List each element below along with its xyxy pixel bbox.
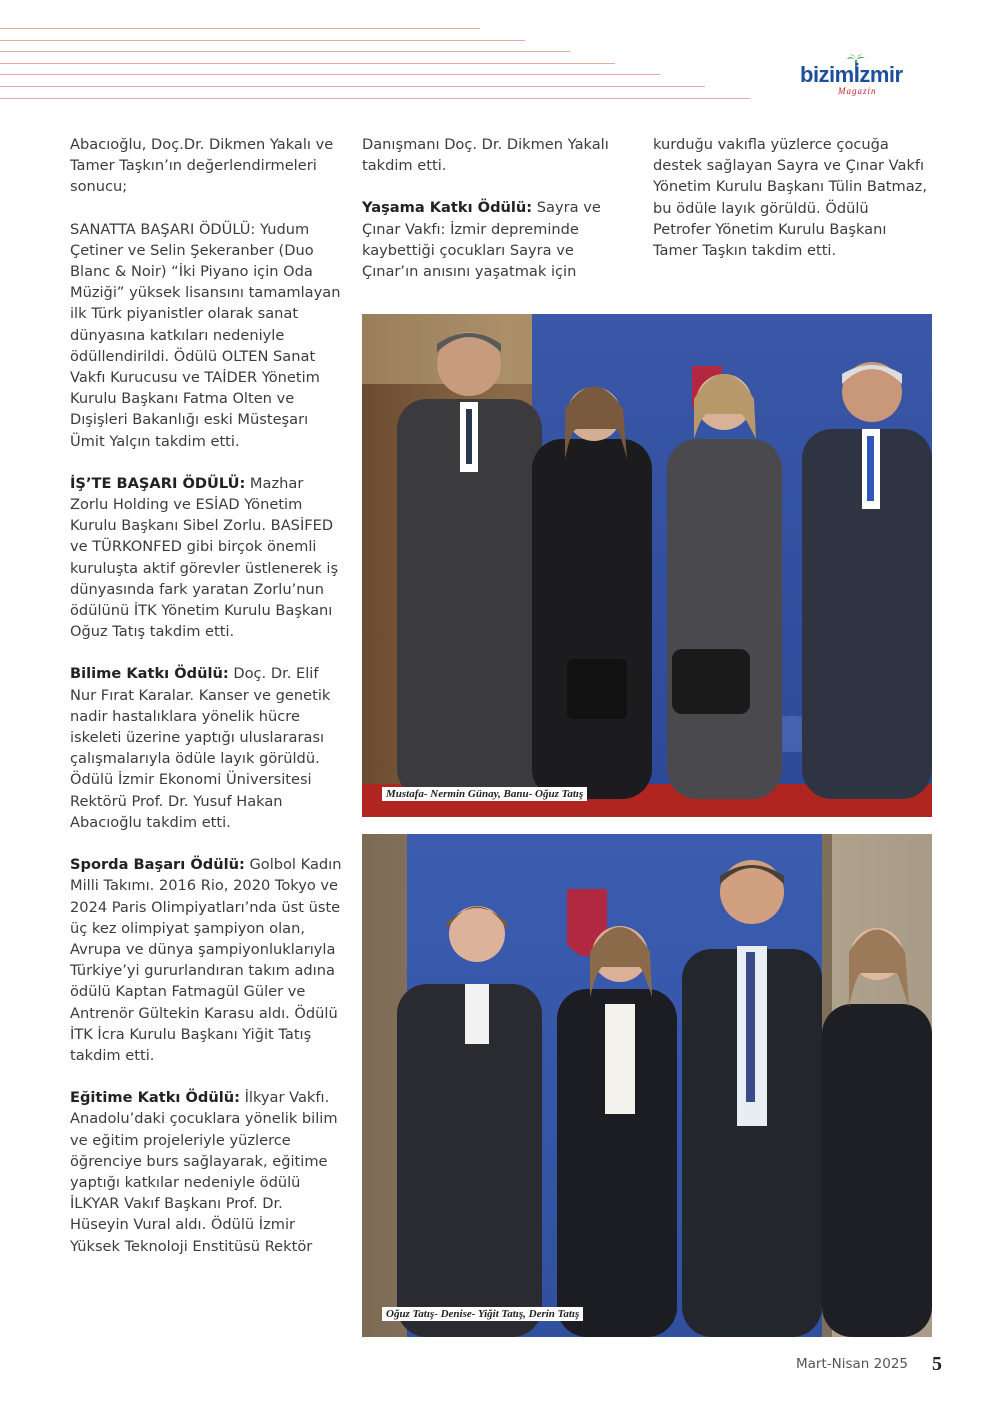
paragraph xyxy=(70,854,345,1066)
logo-subtitle: Magazin xyxy=(838,86,877,96)
paragraph xyxy=(362,197,632,282)
text-column-1 xyxy=(70,134,345,1278)
paragraph-text: Doç. Dr. Elif Nur Fırat Karalar. Kanser ve genetik nadir hastalıklara yönelik hücre iskeleti üzerine yaptığı uluslararası çalışmalarıyla ödüle layık görüldü. Ödülü İzmir Ekonomi Üniversitesi Rektörü Prof. Dr. Yusuf Hakan Abacıoğlu takdim etti. xyxy=(70,665,331,831)
paragraph-text: İlkyar Vakfı. Anadolu’daki çocuklara yönelik bilim ve eğitim projeleriyle yüzlerce öğrenciye burs sağlayarak, eğitime yaptığı katkılar nedeniyle ödülü İLKYAR Vakıf Başkanı Prof. Dr. Hüseyin Vural aldı. Ödülü İzmir Yüksek Teknoloji Enstitüsü Rektör xyxy=(70,1089,338,1255)
event-photo-2-image xyxy=(362,834,932,1337)
header-decorative-lines xyxy=(0,0,800,100)
paragraph xyxy=(70,134,345,198)
paragraph xyxy=(653,134,928,261)
issue-date: Mart-Nisan 2025 xyxy=(796,1356,908,1372)
text-column-2 xyxy=(362,134,632,303)
photo-caption: Mustafa- Nermin Günay, Banu- Oğuz Tatış xyxy=(382,787,587,801)
logo-wordmark xyxy=(800,62,903,88)
paragraph-text: Danışmanı Doç. Dr. Dikmen Yakalı takdim etti. xyxy=(362,136,609,175)
text-column-3 xyxy=(653,134,928,282)
paragraph-text: Golbol Kadın Milli Takımı. 2016 Rio, 2020 Tokyo ve 2024 Paris Olimpiyatları’nda üst üste üç kez olimpiyat şampiyon olan, Avrupa ve dünya şampiyonluklarıyla Türkiye’yi gururlandıran takım adına ödülü Kaptan Fatmagül Güler ve Antrenör Gültekin Karasu aldı. Ödülü İTK İcra Kurulu Başkanı Yiğit Tatış takdim etti. xyxy=(70,856,342,1064)
paragraph-heading: Bilime Katkı Ödülü: xyxy=(70,665,229,683)
paragraph xyxy=(70,663,345,833)
page-footer xyxy=(796,1353,946,1377)
paragraph-heading: Yaşama Katkı Ödülü: xyxy=(362,199,533,217)
event-photo-2 xyxy=(362,834,932,1337)
paragraph-heading: Eğitime Katkı Ödülü: xyxy=(70,1089,240,1107)
magazine-logo xyxy=(800,62,920,100)
paragraph-heading: Sporda Başarı Ödülü: xyxy=(70,856,245,874)
page-number: 5 xyxy=(932,1353,942,1375)
paragraph-text: Mazhar Zorlu Holding ve ESİAD Yönetim Kurulu Başkanı Sibel Zorlu. BASİFED ve TÜRKONFED gibi birçok önemli kuruluşta aktif görevler üstlenerek iş dünyasında fark yaratan Zorlu’nun ödülünü İTK Yönetim Kurulu Başkanı Oğuz Tatış takdim etti. xyxy=(70,474,339,641)
event-photo-1-image xyxy=(362,314,932,817)
paragraph-heading: İŞ’TE BAŞARI ÖDÜLÜ: xyxy=(70,474,246,492)
paragraph-text: Abacıoğlu, Doç.Dr. Dikmen Yakalı ve Tamer Taşkın’ın değerlendirmeleri sonucu; xyxy=(70,136,334,196)
event-photo-1 xyxy=(362,314,932,817)
paragraph xyxy=(70,1087,345,1257)
paragraph-text: SANATTA BAŞARI ÖDÜLÜ: Yudum Çetiner ve Selin Şekeranber (Duo Blanc & Noir) “İki Piyano için Oda Müziği” yüksek lisansını tamamlayan ilk Türk piyanistler olarak sanat dünyasına katkıları nedeniyle ödüllendirildi. Ödülü OLTEN Sanat Vakfı Kurucusu ve TAİDER Yönetim Kurulu Başkanı Fatma Olten ve Dışişleri Bakanlığı eski Müsteşarı Ümit Yalçın takdim etti. xyxy=(70,220,341,450)
photo-caption: Oğuz Tatış- Denise- Yiğit Tatış, Derin Tatış xyxy=(382,1307,583,1321)
logo-brand-part1: bizim xyxy=(800,62,854,87)
paragraph-text: Sayra ve Çınar Vakfı: İzmir depreminde kaybettiği çocukları Sayra ve Çınar’ın anısını yaşatmak için xyxy=(362,199,601,281)
paragraph-text: kurduğu vakıfla yüzlerce çocuğa destek sağlayan Sayra ve Çınar Vakfı Yönetim Kurulu Başkanı Tülin Batmaz, bu ödüle layık görüldü. Ödülü Petrofer Yönetim Kurulu Başkanı Tamer Taşkın takdim etti. xyxy=(653,136,927,260)
paragraph xyxy=(70,219,345,452)
paragraph xyxy=(70,473,345,643)
paragraph xyxy=(362,134,632,176)
logo-brand-part2: İzmir xyxy=(853,62,903,87)
